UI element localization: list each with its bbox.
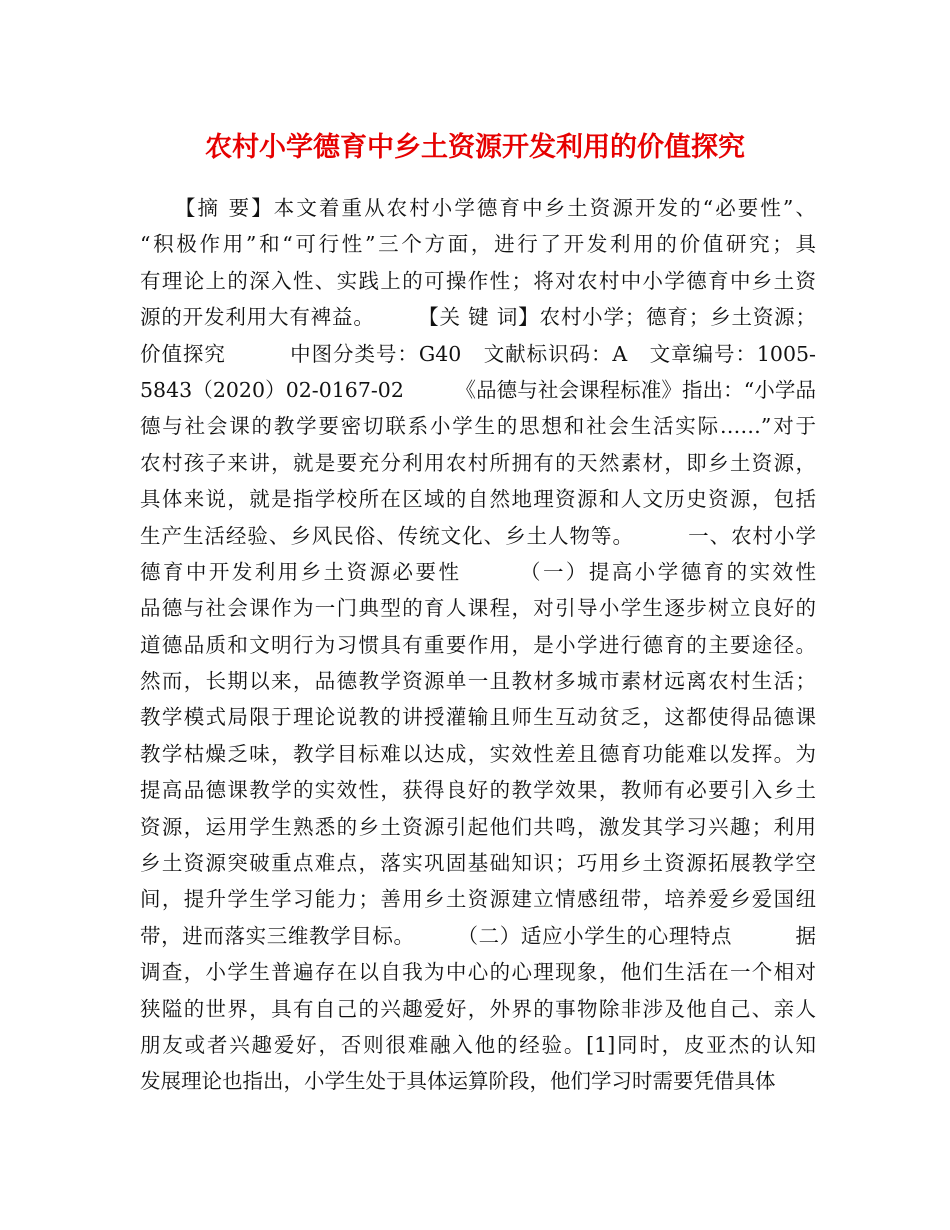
body-line: 狭隘的世界，具有自己的兴趣爱好，外界的事物除非涉及他自己、亲人 xyxy=(140,996,816,1021)
body-line: 朋友或者兴趣爱好，否则很难融入他的经验。[1]同时，皮亚杰的认知 xyxy=(140,1032,816,1057)
body-line: 教学模式局限于理论说教的讲授灌输且师生互动贫乏，这都使得品德课 xyxy=(140,705,816,730)
body-line: 生产生活经验、乡风民俗、传统文化、乡土人物等。 一、农村小学 xyxy=(140,523,816,548)
body-line: 【摘 要】本文着重从农村小学德育中乡土资源开发的“必要性”、 xyxy=(140,196,816,220)
body-line: 然而，长期以来，品德教学资源单一且教材多城市素材远离农村生活； xyxy=(140,669,816,694)
body-line: 资源，运用学生熟悉的乡土资源引起他们共鸣，激发其学习兴趣；利用 xyxy=(140,814,816,839)
body-line: 价值探究 中图分类号：G40 文献标识码：A 文章编号：1005- xyxy=(140,341,816,366)
body-line: 发展理论也指出，小学生处于具体运算阶段，他们学习时需要凭借具体 xyxy=(140,1069,776,1094)
body-line: 德育中开发利用乡土资源必要性 （一）提高小学德育的实效性 xyxy=(140,559,816,584)
article-body xyxy=(140,190,816,1100)
body-line: 5843（2020）02-0167-02 《品德与社会课程标准》指出：“小学品 xyxy=(140,377,816,402)
body-line: 源的开发利用大有裨益。 【关 键 词】农村小学；德育；乡土资源； xyxy=(140,305,816,330)
body-line: 提高品德课教学的实效性，获得良好的教学效果，教师有必要引入乡土 xyxy=(140,778,816,803)
article-title: 农村小学德育中乡土资源开发利用的价值探究 xyxy=(205,132,745,163)
body-line: 调查，小学生普遍存在以自我为中心的心理现象，他们生活在一个相对 xyxy=(140,960,816,985)
body-line: 有理论上的深入性、实践上的可操作性；将对农村中小学德育中乡土资 xyxy=(140,268,816,293)
body-line: 教学枯燥乏味，教学目标难以达成，实效性差且德育功能难以发挥。为 xyxy=(140,741,816,766)
body-line: 间，提升学生学习能力；善用乡土资源建立情感纽带，培养爱乡爱国纽 xyxy=(140,887,816,912)
body-line: 品德与社会课作为一门典型的育人课程，对引导小学生逐步树立良好的 xyxy=(140,596,816,621)
body-line: 具体来说，就是指学校所在区域的自然地理资源和人文历史资源，包括 xyxy=(140,487,816,512)
body-line: 乡土资源突破重点难点，落实巩固基础知识；巧用乡土资源拓展教学空 xyxy=(140,851,816,876)
body-line: 德与社会课的教学要密切联系小学生的思想和社会生活实际……”对于 xyxy=(140,414,816,439)
body-line: “积极作用”和“可行性”三个方面，进行了开发利用的价值研究；具 xyxy=(140,232,816,257)
body-line: 农村孩子来讲，就是要充分利用农村所拥有的天然素材，即乡土资源， xyxy=(140,450,816,475)
body-line: 带，进而落实三维教学目标。 （二）适应小学生的心理特点 据 xyxy=(140,923,816,948)
body-line: 道德品质和文明行为习惯具有重要作用，是小学进行德育的主要途径。 xyxy=(140,632,816,657)
